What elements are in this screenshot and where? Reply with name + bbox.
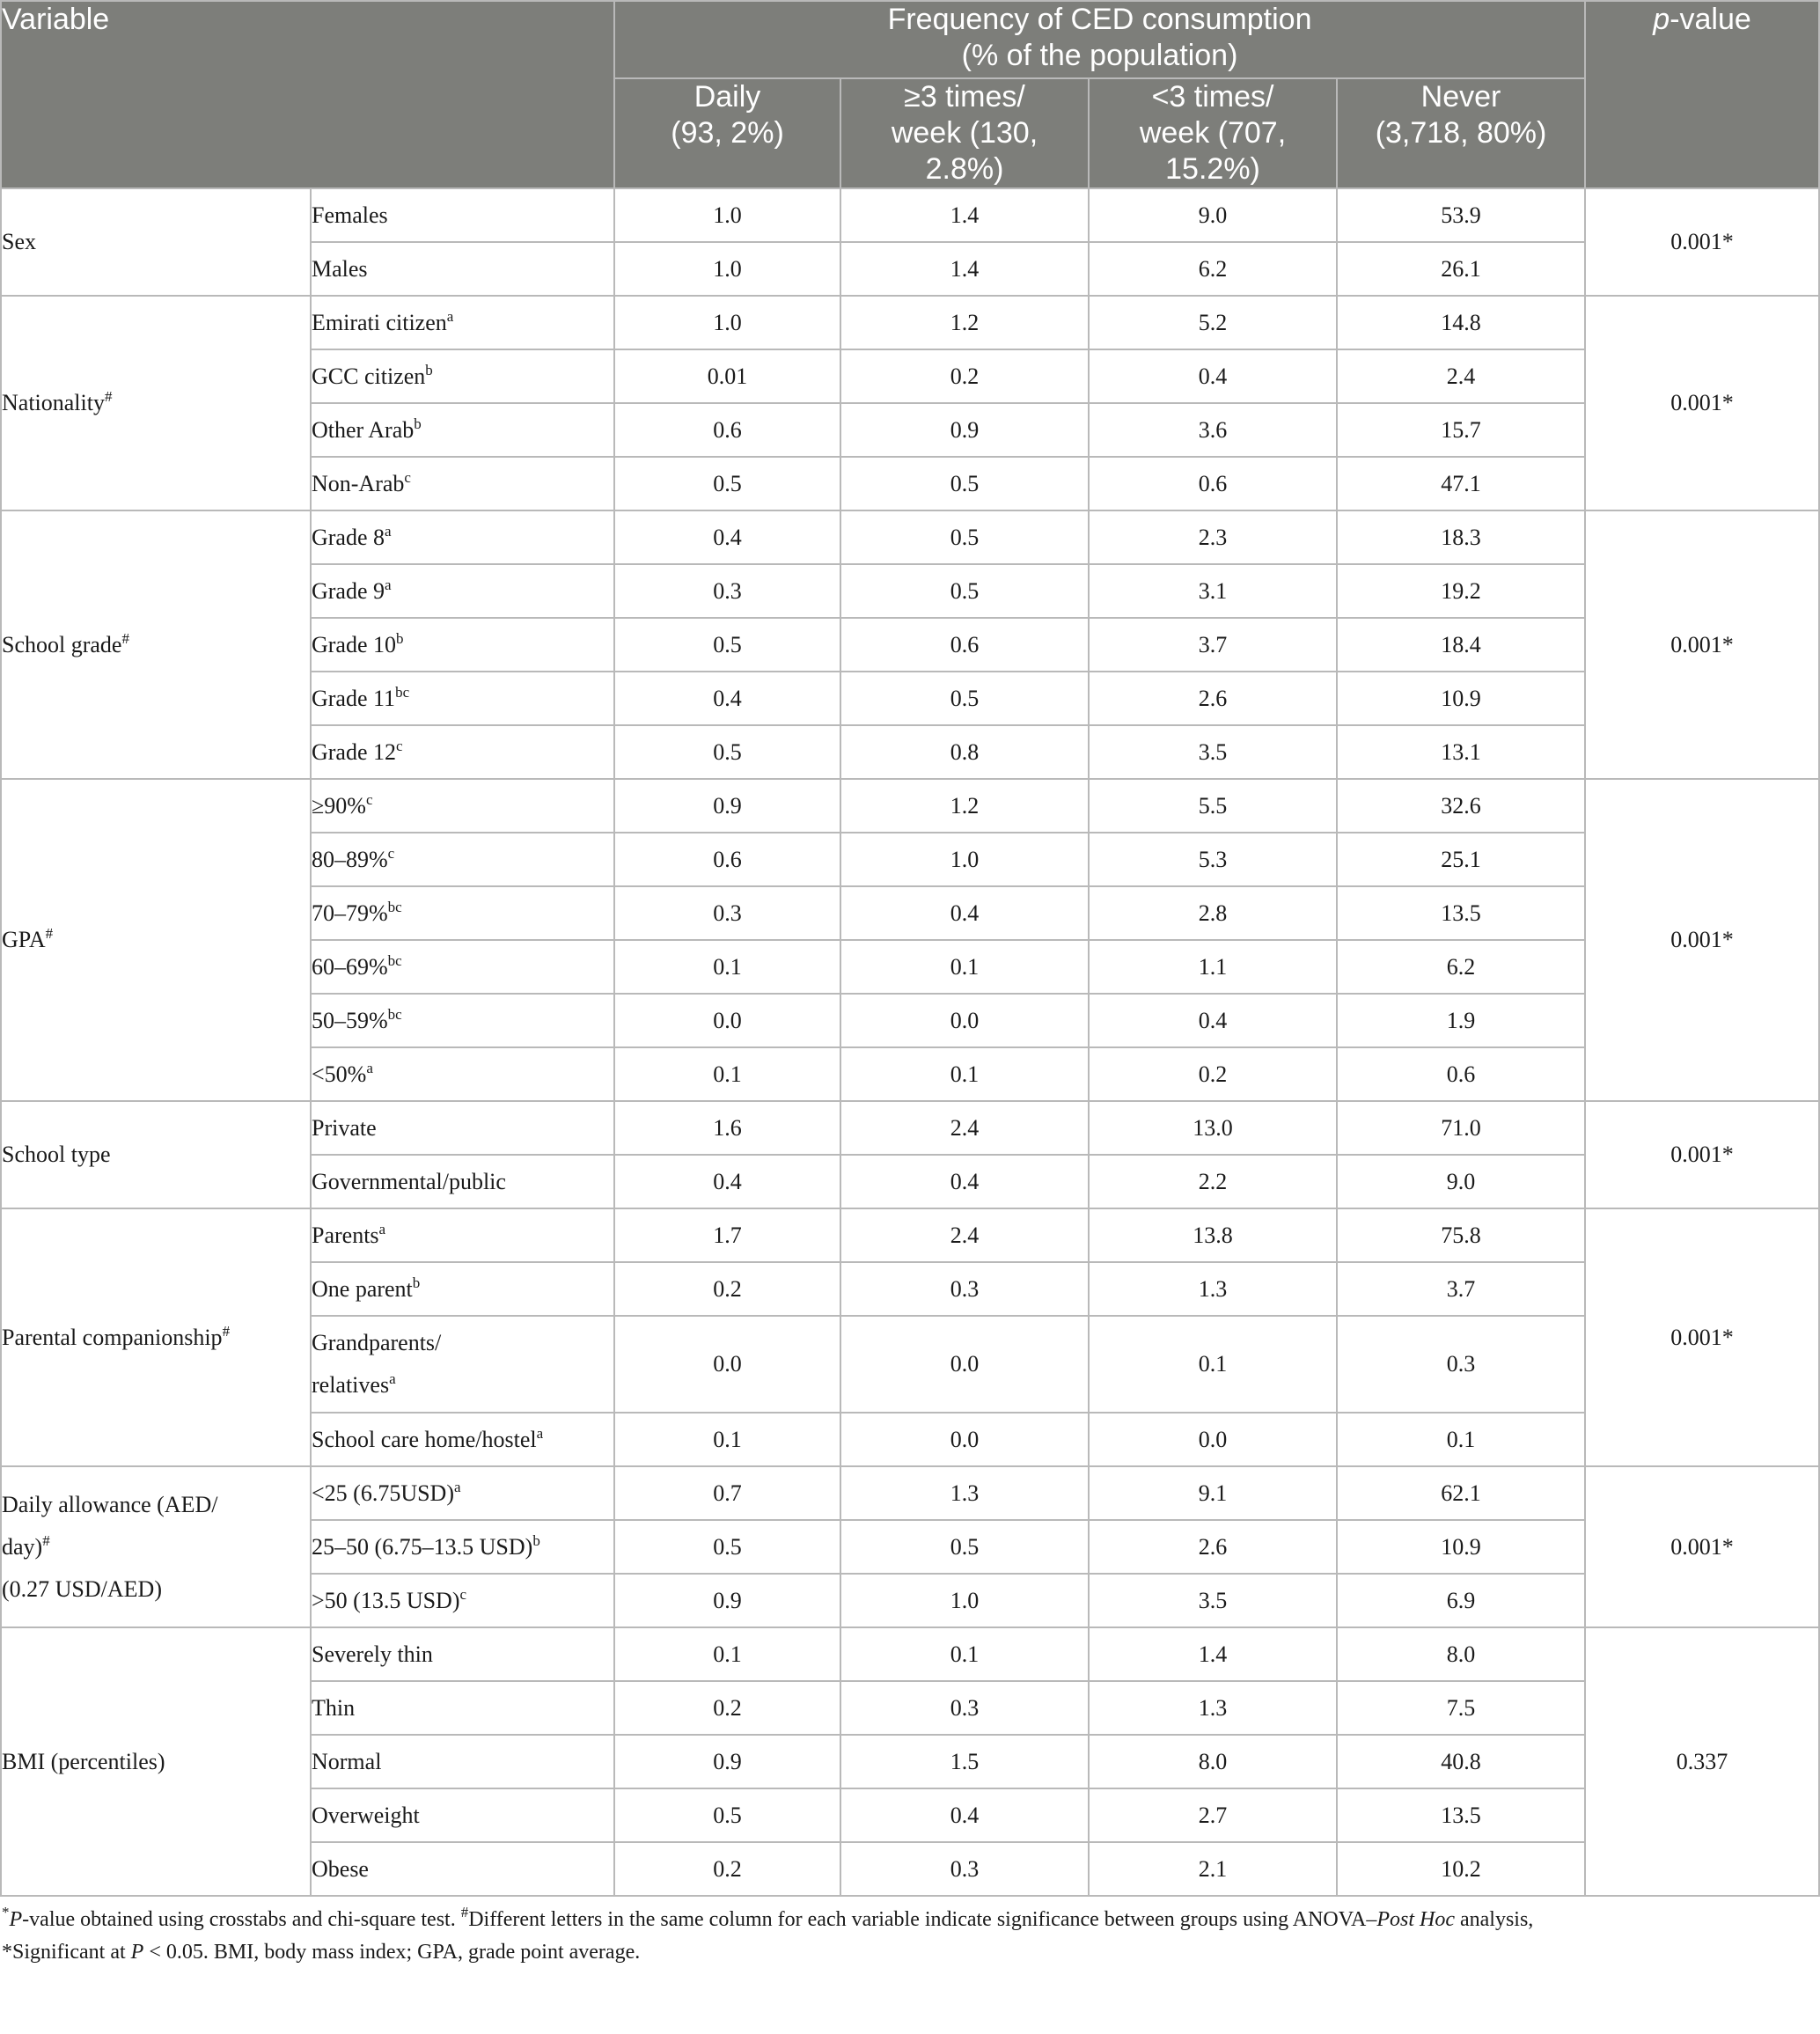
header-col-3-line1: Never [1420,80,1501,114]
variable-cell [1,188,311,296]
category-sup: b [414,415,422,432]
value-cell: 0.6 [1089,457,1337,510]
value-cell: 0.0 [614,1316,840,1413]
value-cell: 9.0 [1337,1155,1585,1208]
value-cell: 0.01 [614,349,840,403]
value-cell: 53.9 [1337,188,1585,242]
value-cell: 0.3 [614,886,840,940]
category-sup: bc [387,1005,402,1023]
category-label: 50–59% [312,1007,388,1033]
header-col-2-line3: 15.2%) [1165,152,1260,186]
value-cell: 1.4 [840,242,1089,296]
category-label: Emirati citizen [312,309,447,335]
value-cell: 13.8 [1089,1208,1337,1262]
header-frequency-line2: (% of the population) [961,39,1238,72]
value-cell: 2.2 [1089,1155,1337,1208]
value-cell: 0.5 [614,725,840,779]
value-cell: 0.9 [840,403,1089,457]
category-cell [311,618,614,672]
value-cell: 0.1 [840,1047,1089,1101]
category-cell [311,1735,614,1788]
variable-sup: # [42,1531,50,1549]
value-cell: 0.1 [840,940,1089,994]
value-cell: 13.1 [1337,725,1585,779]
value-cell: 2.3 [1089,510,1337,564]
category-cell [311,403,614,457]
category-cell [311,940,614,994]
value-cell: 1.4 [1089,1627,1337,1681]
value-cell: 75.8 [1337,1208,1585,1262]
table-row [1,1101,1819,1155]
category-cell [311,1574,614,1627]
category-label: Private [312,1114,377,1141]
category-sup: a [378,1220,386,1237]
value-cell: 0.7 [614,1466,840,1520]
value-cell: 5.5 [1089,779,1337,833]
category-label: School care home/hostel [312,1426,537,1452]
value-cell: 2.8 [1089,886,1337,940]
category-label: 60–69% [312,953,388,980]
category-cell [311,296,614,349]
header-frequency [614,1,1585,78]
value-cell: 26.1 [1337,242,1585,296]
category-sup: b [532,1531,540,1549]
variable-cell [1,1208,311,1466]
value-cell: 0.9 [614,1574,840,1627]
category-cell [311,1466,614,1520]
value-cell: 6.2 [1337,940,1585,994]
value-cell: 0.1 [1089,1316,1337,1413]
category-sup: b [396,629,404,647]
value-cell: 15.7 [1337,403,1585,457]
value-cell: 1.1 [1089,940,1337,994]
value-cell: 0.3 [1337,1316,1585,1413]
category-label: >50 (13.5 USD) [312,1587,460,1613]
category-cell [311,564,614,618]
category-sup: c [404,468,411,486]
category-label: Parents [312,1222,379,1248]
value-cell: 0.9 [614,779,840,833]
value-cell: 3.5 [1089,1574,1337,1627]
category-label: One parent [312,1275,413,1302]
category-cell [311,1316,614,1413]
value-cell: 13.5 [1337,1788,1585,1842]
value-cell: 0.6 [614,403,840,457]
p-value-cell: 0.001* [1585,779,1819,1101]
category-cell [311,1627,614,1681]
header-frequency-line1: Frequency of CED consumption [887,3,1312,36]
value-cell: 1.0 [614,296,840,349]
header-p-italic: p [1653,3,1670,36]
value-cell: 0.0 [614,994,840,1047]
value-cell: 1.2 [840,779,1089,833]
category-cell [311,833,614,886]
value-cell: 0.1 [614,1413,840,1466]
category-sup: bc [387,951,402,969]
value-cell: 0.6 [614,833,840,886]
header-p-value [1585,1,1819,188]
value-cell: 2.4 [1337,349,1585,403]
value-cell: 0.5 [614,1520,840,1574]
category-label: <25 (6.75USD) [312,1480,454,1506]
value-cell: 0.4 [614,510,840,564]
value-cell: 0.2 [840,349,1089,403]
p-value-cell: 0.001* [1585,1466,1819,1627]
value-cell: 1.0 [840,1574,1089,1627]
category-label: Females [312,202,388,228]
value-cell: 1.0 [840,833,1089,886]
category-sup: bc [387,898,402,915]
value-cell: 2.1 [1089,1842,1337,1896]
table-body [1,188,1819,1896]
category-label: 25–50 (6.75–13.5 USD) [312,1533,533,1560]
value-cell: 8.0 [1337,1627,1585,1681]
category-label: Grade 9 [312,577,385,604]
category-sup: a [454,1478,461,1495]
category-sup: c [387,844,395,862]
value-cell: 0.5 [840,510,1089,564]
value-cell: 0.0 [840,994,1089,1047]
variable-cell [1,1101,311,1208]
category-label: Obese [312,1855,369,1882]
value-cell: 2.6 [1089,672,1337,725]
category-label: Overweight [312,1802,420,1828]
category-label: Governmental/public [312,1168,506,1194]
variable-label-line3: (0.27 USD/AED) [2,1575,162,1602]
value-cell: 1.7 [614,1208,840,1262]
header-col-0-line2: (93, 2%) [671,116,784,150]
category-label: Grandparents/ [312,1330,442,1355]
value-cell: 0.3 [840,1842,1089,1896]
variable-cell [1,1466,311,1627]
category-cell [311,672,614,725]
category-label: Grade 12 [312,738,397,765]
category-sup: a [446,307,454,325]
value-cell: 0.6 [840,618,1089,672]
header-col-1-line3: 2.8%) [925,152,1004,186]
header-col-2-line2: week (707, [1139,116,1287,150]
table-footnote [0,1897,1820,1969]
category-cell [311,725,614,779]
header-col-0 [614,78,840,188]
variable-label: Nationality# [2,388,113,415]
header-variable [1,1,614,188]
category-cell [311,779,614,833]
header-col-0-line1: Daily [694,80,761,114]
value-cell: 0.5 [840,672,1089,725]
category-cell [311,510,614,564]
table-row [1,188,1819,242]
value-cell: 3.7 [1337,1262,1585,1316]
category-cell [311,349,614,403]
value-cell: 47.1 [1337,457,1585,510]
value-cell: 0.4 [840,1155,1089,1208]
category-cell [311,1155,614,1208]
value-cell: 1.3 [1089,1681,1337,1735]
header-col-2-line1: <3 times/ [1151,80,1274,114]
category-cell [311,994,614,1047]
value-cell: 6.2 [1089,242,1337,296]
footnote-line1: *P-value obtained using crosstabs and chi-square test. #Different letters in the same column for each variable indicate significance between groups using ANOVA–Post Hoc analysis, [2,1904,1534,1931]
category-sup: a [389,1370,396,1387]
header-p-rest: -value [1670,3,1751,36]
category-cell [311,1788,614,1842]
value-cell: 18.4 [1337,618,1585,672]
category-sup: c [459,1585,467,1603]
value-cell: 0.1 [1337,1413,1585,1466]
variable-cell [1,510,311,779]
value-cell: 0.4 [1089,349,1337,403]
category-sup: a [385,576,392,593]
value-cell: 2.4 [840,1208,1089,1262]
value-cell: 1.3 [1089,1262,1337,1316]
header-col-1 [840,78,1089,188]
value-cell: 0.0 [840,1316,1089,1413]
value-cell: 32.6 [1337,779,1585,833]
value-cell: 1.4 [840,188,1089,242]
value-cell: 6.9 [1337,1574,1585,1627]
value-cell: 5.3 [1089,833,1337,886]
value-cell: 1.9 [1337,994,1585,1047]
value-cell: 2.4 [840,1101,1089,1155]
value-cell: 3.7 [1089,618,1337,672]
value-cell: 9.0 [1089,188,1337,242]
table-row [1,779,1819,833]
variable-label-line2: day)# [2,1531,50,1560]
value-cell: 8.0 [1089,1735,1337,1788]
category-label: Normal [312,1748,382,1774]
value-cell: 10.9 [1337,672,1585,725]
variable-sup: # [222,1322,231,1340]
value-cell: 5.2 [1089,296,1337,349]
header-variable-label: Variable [2,3,110,36]
value-cell: 13.0 [1089,1101,1337,1155]
value-cell: 2.7 [1089,1788,1337,1842]
variable-label: School type [2,1142,111,1167]
value-cell: 0.3 [614,564,840,618]
category-label-line2: relatives$^a$ [312,1370,396,1398]
category-cell [311,1681,614,1735]
value-cell: 0.5 [840,564,1089,618]
value-cell: 0.2 [1089,1047,1337,1101]
p-value-cell: 0.001* [1585,1208,1819,1466]
value-cell: 9.1 [1089,1466,1337,1520]
category-sup: a [385,522,392,540]
value-cell: 0.2 [614,1681,840,1735]
value-cell: 25.1 [1337,833,1585,886]
value-cell: 0.2 [614,1842,840,1896]
variable-label: Daily allowance (AED/ [2,1491,218,1517]
category-sup: b [412,1274,421,1291]
category-sup: bc [395,683,410,701]
category-cell [311,1262,614,1316]
value-cell: 13.5 [1337,886,1585,940]
value-cell: 3.6 [1089,403,1337,457]
value-cell: 0.9 [614,1735,840,1788]
table-row [1,1627,1819,1681]
value-cell: 0.0 [1089,1413,1337,1466]
category-cell [311,1101,614,1155]
category-label: ≥90% [312,792,366,819]
value-cell: 0.1 [614,940,840,994]
value-cell: 0.1 [840,1627,1089,1681]
value-cell: 62.1 [1337,1466,1585,1520]
value-cell: 0.5 [614,457,840,510]
value-cell: 7.5 [1337,1681,1585,1735]
category-cell [311,242,614,296]
header-col-3 [1337,78,1585,188]
value-cell: 0.1 [614,1627,840,1681]
value-cell: 0.4 [614,1155,840,1208]
header-col-3-line2: (3,718, 80%) [1375,116,1547,150]
table-header [1,1,1819,188]
value-cell: 0.3 [840,1262,1089,1316]
value-cell: 0.4 [614,672,840,725]
value-cell: 1.6 [614,1101,840,1155]
value-cell: 10.2 [1337,1842,1585,1896]
category-label: Males [312,255,368,282]
value-cell: 14.8 [1337,296,1585,349]
category-label: Grade 8 [312,524,385,550]
value-cell: 1.0 [614,242,840,296]
variable-sup: # [121,629,129,647]
category-cell [311,1047,614,1101]
category-sup: a [366,1059,373,1076]
value-cell: 0.3 [840,1681,1089,1735]
header-col-2 [1089,78,1337,188]
category-label: Grade 10 [312,631,397,657]
value-cell: 0.5 [840,457,1089,510]
table-row [1,1466,1819,1520]
value-cell: 0.5 [614,1788,840,1842]
value-cell: 71.0 [1337,1101,1585,1155]
value-cell: 40.8 [1337,1735,1585,1788]
value-cell: 3.1 [1089,564,1337,618]
variable-label: Sex [2,229,36,254]
value-cell: 1.3 [840,1466,1089,1520]
table-row [1,510,1819,564]
p-value-cell: 0.001* [1585,1101,1819,1208]
category-cell [311,1842,614,1896]
variable-sup: # [45,925,54,942]
category-sup: b [425,361,433,378]
category-label: Thin [312,1694,356,1721]
category-label: 80–89% [312,846,388,872]
p-value-cell: 0.001* [1585,188,1819,296]
category-label: Grade 11 [312,685,396,711]
category-sup: a [536,1424,544,1442]
p-value-cell: 0.001* [1585,296,1819,510]
value-cell: 1.0 [614,188,840,242]
category-label: Non-Arab [312,470,405,496]
value-cell: 2.6 [1089,1520,1337,1574]
variable-label: School grade# [2,629,129,657]
variable-label: GPA# [2,925,54,952]
value-cell: 0.2 [614,1262,840,1316]
variable-label: Parental companionship# [2,1322,231,1350]
value-cell: 19.2 [1337,564,1585,618]
header-col-1-line1: ≥3 times/ [904,80,1025,114]
value-cell: 0.4 [840,886,1089,940]
category-cell [311,1208,614,1262]
value-cell: 1.2 [840,296,1089,349]
value-cell: 1.5 [840,1735,1089,1788]
variable-cell [1,1627,311,1896]
category-sup: c [365,790,373,808]
table-row [1,296,1819,349]
variable-sup: # [104,388,113,405]
category-label: <50% [312,1061,367,1087]
variable-cell [1,779,311,1101]
value-cell: 0.5 [614,618,840,672]
category-cell [311,886,614,940]
category-label: Other Arab [312,416,415,443]
footnote-line2: *Significant at P < 0.05. BMI, body mass index; GPA, grade point average. [2,1941,641,1964]
value-cell: 0.4 [840,1788,1089,1842]
value-cell: 0.0 [840,1413,1089,1466]
header-col-1-line2: week (130, [891,116,1038,150]
value-cell: 0.8 [840,725,1089,779]
value-cell: 0.1 [614,1047,840,1101]
value-cell: 0.6 [1337,1047,1585,1101]
variable-cell [1,296,311,510]
variable-label: BMI (percentiles) [2,1748,165,1774]
p-value-cell: 0.337 [1585,1627,1819,1896]
value-cell: 3.5 [1089,725,1337,779]
category-label: Severely thin [312,1641,433,1667]
value-cell: 0.4 [1089,994,1337,1047]
category-label: GCC citizen [312,363,426,389]
category-cell [311,1413,614,1466]
category-cell [311,1520,614,1574]
value-cell: 18.3 [1337,510,1585,564]
value-cell: 10.9 [1337,1520,1585,1574]
category-cell [311,457,614,510]
category-sup: c [396,737,403,754]
p-value-cell: 0.001* [1585,510,1819,779]
category-cell [311,188,614,242]
category-label: 70–79% [312,900,388,926]
table-row [1,1208,1819,1262]
value-cell: 0.5 [840,1520,1089,1574]
